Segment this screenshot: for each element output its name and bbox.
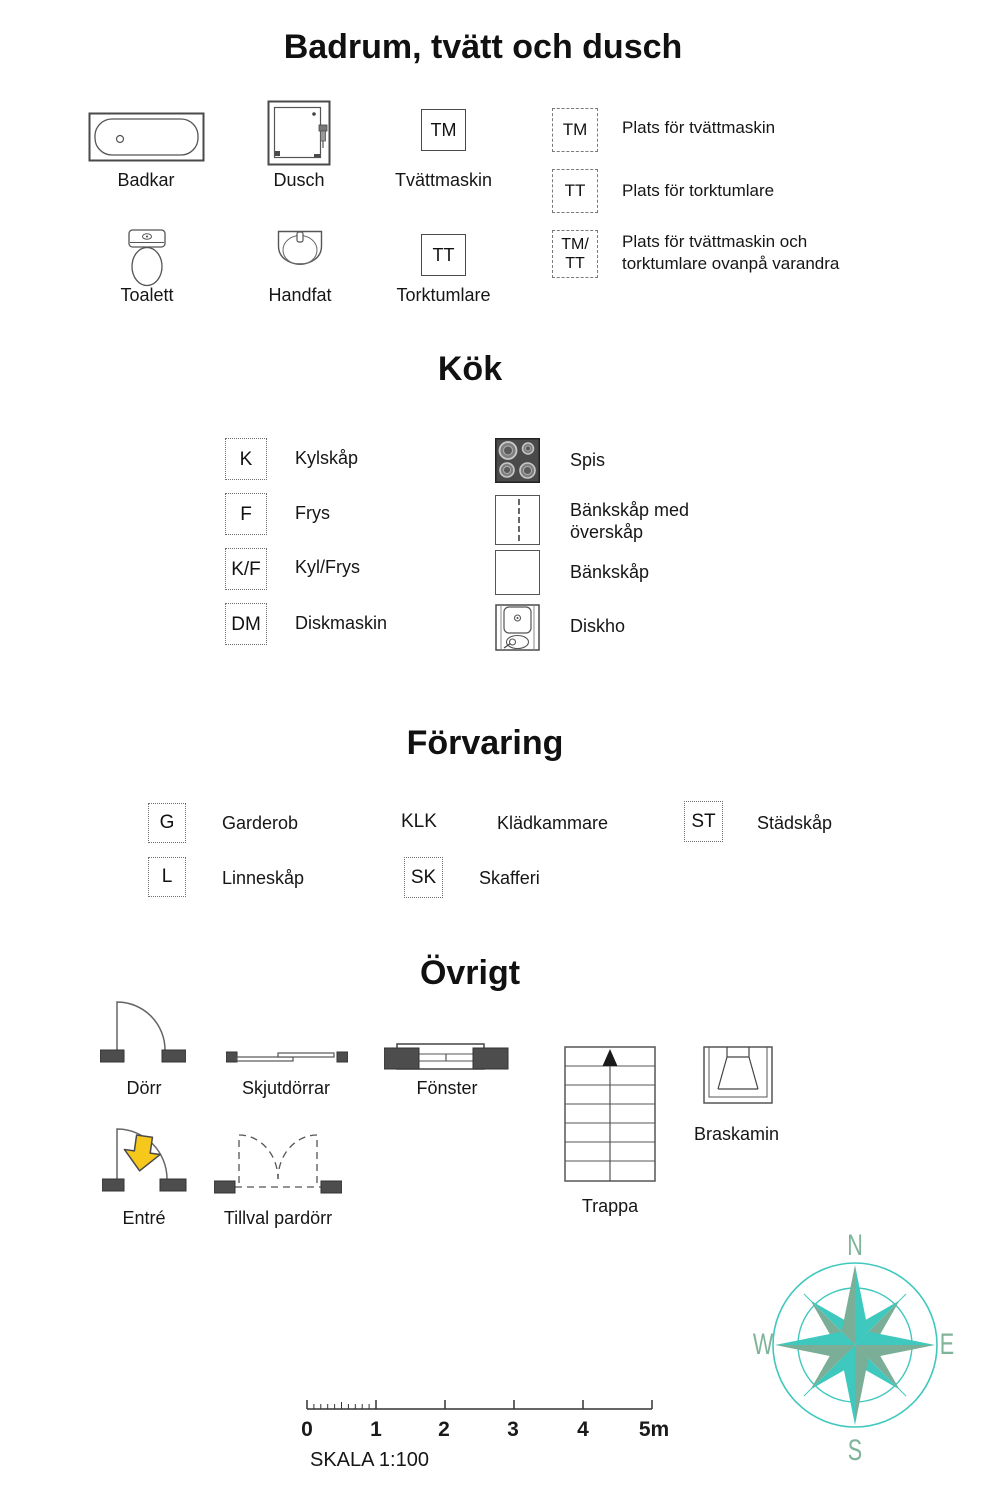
toilet-icon: [127, 229, 167, 287]
washing-machine-space-label: Plats för tvättmaskin: [622, 118, 776, 137]
optional-double-door-icon: [214, 1131, 342, 1195]
toilet-label: Toalett: [120, 285, 174, 305]
fridge-freezer-symbol: K/F: [225, 548, 267, 590]
scale-tick-3: 3: [507, 1418, 519, 1441]
window-icon: [384, 1043, 510, 1073]
cabinet-dashed-divider: [518, 499, 520, 541]
stacked-symbol-line1: TM/: [561, 236, 589, 253]
dryer-space-label: Plats för torktumlare: [622, 181, 775, 200]
scale-tick-2: 2: [438, 1418, 450, 1441]
stacked-label-line2: torktumlare ovanpå varandra: [622, 254, 840, 273]
dryer-space-symbol: TT: [552, 169, 598, 213]
pantry-label: Skafferi: [479, 868, 540, 888]
shower-icon: [267, 100, 331, 166]
stacked-symbol-line2: TT: [565, 255, 585, 272]
entrance-icon: [102, 1124, 187, 1194]
stairs-label: Trappa: [581, 1196, 639, 1216]
counter-cabinet-label: Bänkskåp: [570, 562, 650, 582]
fireplace-label: Braskamin: [693, 1124, 780, 1144]
compass-west-letter: W: [752, 1326, 774, 1361]
counter-with-wall-cabinet-label: [570, 499, 689, 543]
compass-south-letter: S: [847, 1432, 863, 1467]
counter-wall-label-line2: överskåp: [570, 522, 644, 542]
sliding-doors-label: Skjutdörrar: [241, 1078, 331, 1098]
door-icon: [100, 999, 186, 1065]
entrance-arrow: [122, 1134, 163, 1174]
scale-tick-4: 4: [577, 1418, 589, 1441]
section-title-bathroom: Badrum, tvätt och dusch: [283, 28, 683, 66]
stairs-up-arrow: [603, 1049, 618, 1066]
fridge-symbol: K: [225, 438, 267, 480]
washing-machine-space-symbol: TM: [552, 108, 598, 152]
washing-machine-symbol: TM: [421, 109, 466, 151]
scale-tick-5m: 5m: [638, 1418, 670, 1441]
linen-cabinet-symbol: L: [148, 857, 186, 897]
stacked-label-line1: Plats för tvättmaskin och: [622, 232, 808, 251]
washing-machine-label: Tvättmaskin: [394, 170, 493, 190]
walk-in-closet-label: Klädkammare: [497, 813, 609, 833]
counter-cabinet-icon: [495, 550, 540, 595]
door-label: Dörr: [126, 1078, 162, 1098]
bathtub-label: Badkar: [117, 170, 175, 190]
entrance-label: Entré: [122, 1208, 166, 1228]
fridge-freezer-label: Kyl/Frys: [295, 557, 360, 577]
freezer-symbol: F: [225, 493, 267, 535]
stacked-washer-dryer-space-label: [622, 231, 839, 275]
dishwasher-label: Diskmaskin: [295, 613, 388, 633]
kitchen-sink-icon: [495, 604, 540, 651]
bathtub-icon: [88, 112, 205, 162]
dryer-label: Torktumlare: [396, 285, 491, 305]
section-title-storage: Förvaring: [406, 724, 564, 762]
freezer-label: Frys: [295, 503, 330, 523]
window-label: Fönster: [416, 1078, 478, 1098]
stove-icon: [495, 438, 540, 483]
compass-rose-icon: [740, 1222, 970, 1472]
scale-tick-1: 1: [370, 1418, 382, 1441]
wardrobe-label: Garderob: [222, 813, 299, 833]
counter-with-wall-cabinet-icon: [495, 495, 540, 545]
walk-in-closet-symbol: KLK: [401, 811, 437, 832]
cleaning-cabinet-symbol: ST: [684, 801, 723, 842]
dishwasher-symbol: DM: [225, 603, 267, 645]
scale-tick-0: 0: [301, 1418, 313, 1441]
stove-label: Spis: [570, 450, 606, 470]
optional-double-door-label: Tillval pardörr: [223, 1208, 333, 1228]
sink-basin-icon: [277, 230, 323, 273]
counter-wall-label-line1: Bänkskåp med: [570, 500, 690, 520]
cleaning-cabinet-label: Städskåp: [757, 813, 833, 833]
shower-label: Dusch: [273, 170, 325, 190]
kitchen-sink-label: Diskho: [570, 616, 626, 636]
wardrobe-symbol: G: [148, 803, 186, 843]
sliding-doors-icon: [226, 1046, 348, 1066]
scale-label: SKALA 1:100: [310, 1449, 429, 1471]
section-title-other: Övrigt: [419, 954, 521, 992]
stacked-washer-dryer-space-symbol: [552, 230, 598, 278]
stairs-icon: [564, 1046, 656, 1183]
linen-cabinet-label: Linneskåp: [222, 868, 305, 888]
dryer-symbol: TT: [421, 234, 466, 276]
compass-north-letter: N: [847, 1227, 863, 1262]
fireplace-icon: [703, 1046, 773, 1106]
compass-east-letter: E: [939, 1326, 955, 1361]
pantry-symbol: SK: [404, 857, 443, 898]
fridge-label: Kylskåp: [295, 448, 359, 468]
scale-bar-icon: [295, 1396, 675, 1418]
section-title-kitchen: Kök: [437, 350, 503, 388]
sink-basin-label: Handfat: [268, 285, 332, 305]
